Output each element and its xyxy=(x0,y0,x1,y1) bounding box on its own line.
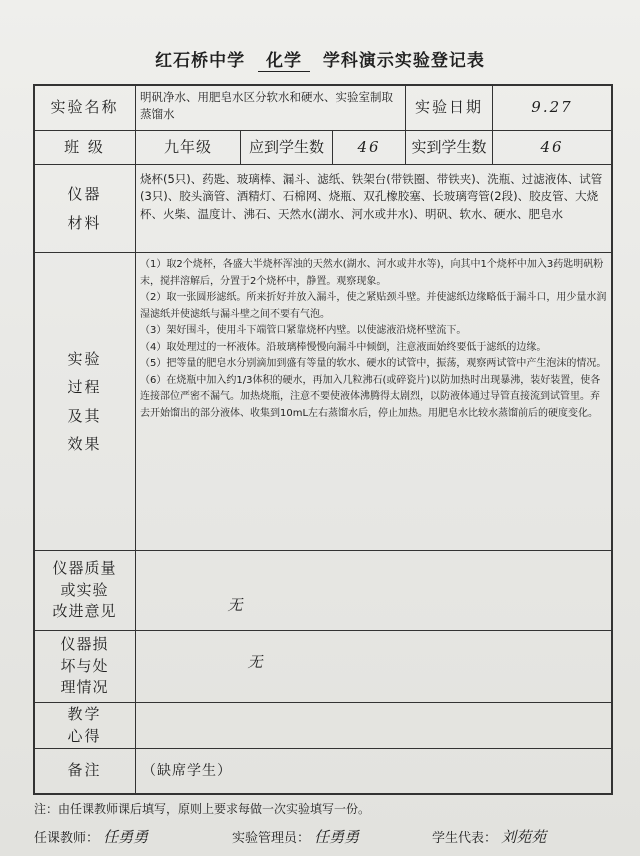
actual-students-label: 实到学生数 xyxy=(411,137,487,156)
page-title xyxy=(0,46,640,72)
process-steps: （1）取2个烧杯，各盛大半烧杯浑浊的天然水(湖水、河水或井水等)，向其中1个烧杯中加入3药匙明矾粉末，搅拌溶解后，分置于2个烧杯中，静置。观察现象。 （2）取一张圆形滤纸。所来折好并放入漏斗，使之紧贴颈斗壁。并使滤纸边缘略低于漏斗口，用少量水润湿滤纸并使滤纸与漏斗壁之间不要有气泡。 （3）架好围斗，使用斗下端管口紧靠烧杯内壁。以使滤液沿烧杯壁流下。 （4）取处理过的一杯液体。沿玻璃棒慢慢向漏斗中倾倒，注意液面始终要低于滤纸的边缘。 （5）把等量的肥皂水分别滴加到盛有等量的软水、硬水的试管中，振荡，观察两试管中产生泡沫的情况。 （6）在烧瓶中加入约1/3体积的硬水，再加入几粒沸石(或碎瓷片)以防加热时出现暴沸，装好装置，使各连接部位严密不漏气。加热烧瓶，注意不要使液体沸腾得太剧烈，以防液体通过导管直接流到试管里。弃去开始馏出的部分液体、收集到10mL左右蒸馏水后，停止加热。用肥皂水比较水蒸馏前后的硬度变化。 xyxy=(140,259,607,419)
class-value: 九年级 xyxy=(163,137,212,156)
class-label: 班 级 xyxy=(64,137,105,156)
improvement-label: 仪器质量 或实验 改进意见 xyxy=(52,558,117,621)
expected-students-value: 46 xyxy=(357,137,381,156)
teacher-signature-line xyxy=(34,826,148,847)
improvement-value: 无 xyxy=(227,596,245,615)
actual-students-value: 46 xyxy=(540,137,564,156)
experiment-date-value: 9.27 xyxy=(531,97,573,116)
admin-signature: 任勇勇 xyxy=(314,828,360,846)
footer-note: 注：由任课教师课后填写，原则上要求每做一次实验填写一份。 xyxy=(34,802,371,816)
teaching-notes-label: 教学 心得 xyxy=(67,704,102,745)
student-label: 学生代表： xyxy=(432,831,498,846)
student-signature: 刘苑苑 xyxy=(501,828,547,846)
teacher-label: 任课教师： xyxy=(34,831,100,846)
teaching-notes-value xyxy=(140,708,608,746)
damage-value: 无 xyxy=(247,653,265,672)
remarks-value: （缺席学生） xyxy=(142,762,232,779)
title-school: 红石桥中学 xyxy=(155,51,246,71)
remarks-label: 备注 xyxy=(67,761,102,780)
expected-students-label: 应到学生数 xyxy=(248,137,324,156)
admin-label: 实验管理员： xyxy=(232,831,311,846)
student-signature-line xyxy=(432,826,546,847)
admin-signature-line xyxy=(232,826,359,847)
experiment-name-value: 明矾净水、用肥皂水区分软水和硬水、实验室制取蒸馏水 xyxy=(140,90,393,122)
process-label: 实验 过程 及其 效果 xyxy=(67,349,102,453)
materials-label: 仪器 材料 xyxy=(67,185,102,232)
title-subject: 化学 xyxy=(258,46,310,72)
title-rest: 学科演示实验登记表 xyxy=(322,51,485,71)
experiment-date-label: 实验日期 xyxy=(414,97,483,116)
damage-label: 仪器损 坏与处 理情况 xyxy=(60,634,109,697)
experiment-name-label: 实验名称 xyxy=(50,97,119,116)
materials-value: 烧杯(5只)、药匙、玻璃棒、漏斗、滤纸、铁架台(带铁圈、带铁夹)、洗瓶、过滤液体、试管(3只)、胶头滴管、酒精灯、石棉网、烧瓶、双孔橡胶塞、长玻璃弯管(2段)、胶皮管、大烧杯、火柴、温度计、沸石、天然水(湖水、河水或井水)、明矾、软水、硬水、肥皂水 xyxy=(140,172,603,221)
teacher-signature: 任勇勇 xyxy=(103,828,149,846)
